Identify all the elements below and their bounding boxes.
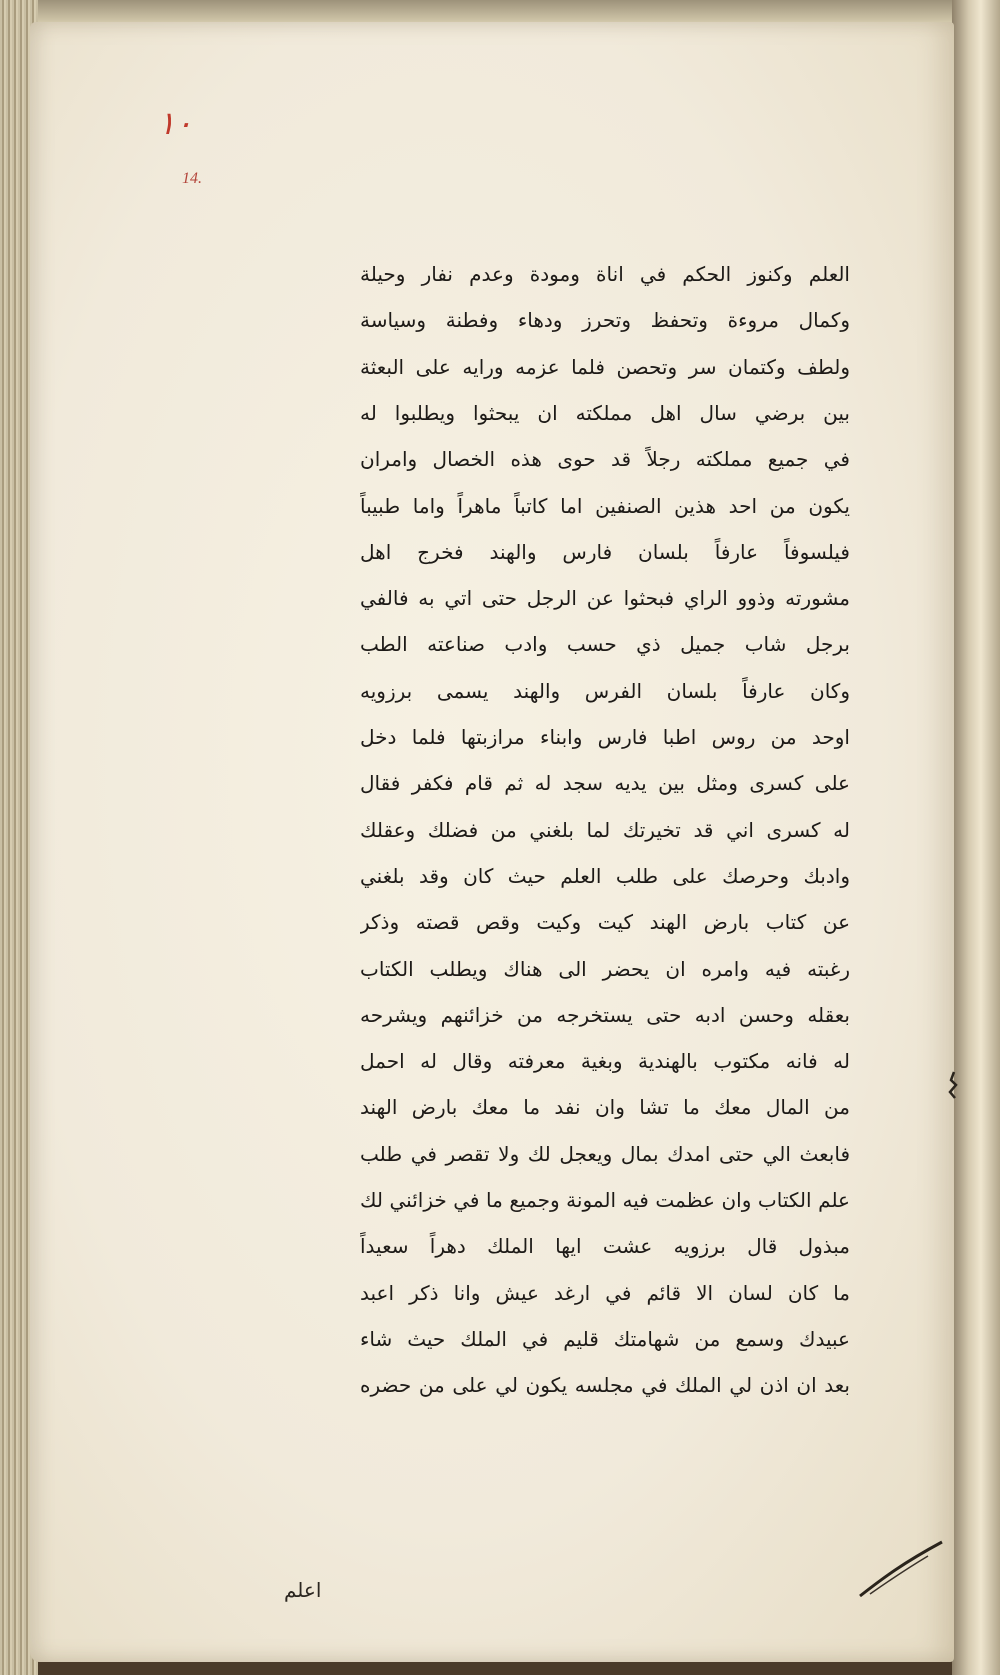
text-line: برجل شاب جميل ذي حسب وادب صناعته الطب <box>360 632 850 657</box>
text-line: فيلسوفاً عارفاً بلسان فارس والهند فخرج اهل <box>360 539 850 564</box>
text-line: بعقله وحسن ادبه حتى يستخرجه من خزائنهم ويشرحه <box>360 1002 850 1027</box>
text-line: في جميع مملكته رجلاً قد حوى هذه الخصال وامران <box>360 447 850 472</box>
text-line: على كسرى ومثل بين يديه سجد له ثم قام فكفر فقال <box>360 771 850 796</box>
text-line: بعد ان اذن لي الملك في مجلسه يكون لي على من حضره <box>360 1373 850 1398</box>
text-line: اوحد من روس اطبا فارس وابناء مرازبتها فلما دخل <box>360 725 850 749</box>
text-line: وادبك وحرصك على طلب العلم حيث كان وقد بلغني <box>360 863 850 888</box>
pen-stroke-mark <box>858 1538 944 1598</box>
text-block <box>360 254 850 1424</box>
text-line: وكمال مروءة وتحفظ وتحرز ودهاء وفطنة وسياسة <box>360 308 850 333</box>
catchword: اعلم <box>284 1578 322 1602</box>
text-line: ولطف وكتمان سر وتحصن فلما عزمه ورايه على البعثة <box>360 354 850 379</box>
folio-number-arabic: ١٠ <box>158 104 193 142</box>
book-spine <box>952 0 1000 1675</box>
text-line: رغبته فيه وامره ان يحضر الى هناك ويطلب الكتاب <box>360 956 850 981</box>
folio-number-latin: 14. <box>182 170 202 187</box>
text-line: فابعث الي حتى امدك بمال ويعجل لك ولا تقصر في طلب <box>360 1141 850 1166</box>
text-line: وكان عارفاً بلسان الفرس والهند يسمى برزويه <box>360 678 850 703</box>
text-line: بين برضي سال اهل مملكته ان يبحثوا ويطلبوا له <box>360 400 850 425</box>
text-line: مشورته وذوو الراي فبحثوا عن الرجل حتى اتي به فالفي <box>360 586 850 611</box>
text-line: يكون من احد هذين الصنفين اما كاتباً ماهراً واما طبيباً <box>360 493 850 518</box>
text-line: له كسرى اني قد تخيرتك لما بلغني من فضلك وعقلك <box>360 817 850 842</box>
text-line: ما كان لسان الا قائم في ارغد عيش وانا ذكر اعبد <box>360 1280 850 1305</box>
text-line: عبيدك وسمع من شهامتك قليم في الملك حيث شاء <box>360 1326 850 1351</box>
text-line: العلم وكنوز الحكم في اناة ومودة وعدم نفار وحيلة <box>360 262 850 286</box>
text-line: له فانه مكتوب بالهندية وبغية معرفته وقال له احمل <box>360 1049 850 1074</box>
binding-mark-icon <box>946 1070 962 1100</box>
text-line: علم الكتاب وان عظمت فيه المونة وجميع ما في خزائني لك <box>360 1188 850 1212</box>
text-line: مبذول قال برزويه عشت ايها الملك دهراً سعيداً <box>360 1234 850 1259</box>
manuscript-page <box>30 22 954 1662</box>
text-line: من المال معك ما تشا وان نفد ما معك بارض الهند <box>360 1095 850 1120</box>
text-line: عن كتاب بارض الهند كيت وكيت وقص قصته وذكر <box>360 910 850 935</box>
